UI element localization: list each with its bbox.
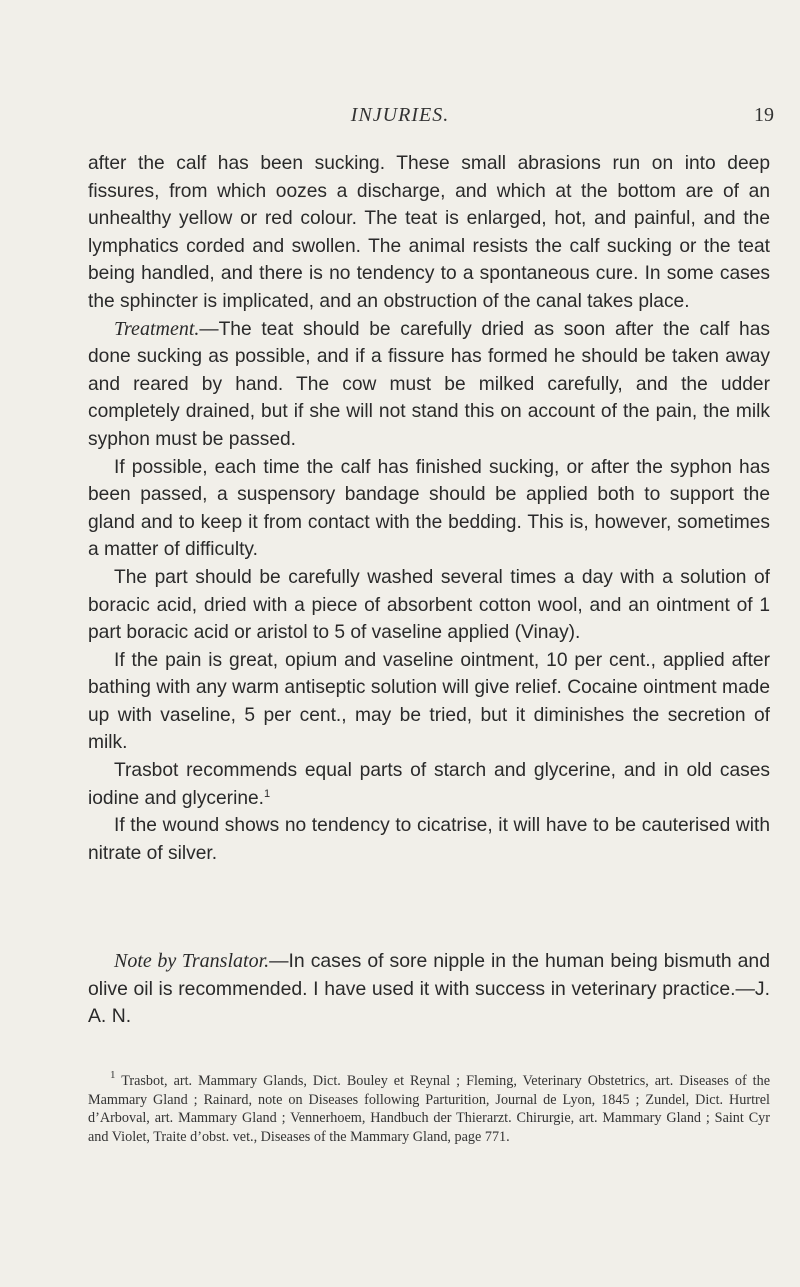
footnote-marker: 1 — [110, 1069, 116, 1081]
translator-note-label: Note by Translator. — [114, 950, 270, 972]
translator-note-text: —In cases of sore nipple in the human being bismuth and olive oil is recommended. I have used it with success in veterinary practice.—J. A. N. — [88, 950, 770, 1028]
main-text — [88, 150, 770, 867]
running-title: INJURIES. — [350, 104, 450, 126]
footnote-text: Trasbot, art. Mammary Glands, Dict. Bouley et Reynal ; Fleming, Veterinary Obstetrics, art. Diseases of the Mammary Gland ; Rainard, note on Diseases following Parturition, Journal de Lyon, 1845 ; Zundel, Dict. Hurtrel d’Arboval, art. Mammary Gland ; Vennerhoem, Handbuch der Thierarzt. Chirurgie, art. Mammary Gland ; Saint Cyr and Violet, Traite d’obst. vet., Diseases of the Mammary Gland, page 771. — [88, 1073, 770, 1145]
translator-note — [88, 948, 770, 1031]
paragraph-pain-relief: If the pain is great, opium and vaseline ointment, 10 per cent., applied after bathing with any warm antiseptic solution will give relief. Cocaine ointment made up with vaseline, 5 per cent., may be tried, but it diminishes the secretion of milk. — [88, 649, 770, 754]
footnote — [88, 1069, 770, 1146]
treatment-heading: Treatment. — [114, 317, 200, 340]
paragraph-trasbot — [88, 757, 770, 812]
paragraph-cauterise: If the wound shows no tendency to cicatrise, it will have to be cauterised with nitrate of silver. — [88, 815, 770, 864]
trasbot-text: Trasbot recommends equal parts of starch and glycerine, and in old cases iodine and glycerine. — [88, 760, 770, 809]
paragraph-bandage: If possible, each time the calf has finished sucking, or after the syphon has been passed, a suspensory bandage should be applied both to support the gland and to keep it from contact with the bedding. This is, however, sometimes a matter of difficulty. — [88, 456, 770, 561]
paragraph-treatment — [88, 316, 770, 454]
treatment-text: —The teat should be carefully dried as soon after the calf has done sucking as possible, and if a fissure has formed he should be taken away and reared by hand. The cow must be milked carefully, and the udder completely drained, but if she will not stand this on account of the pain, the milk syphon must be passed. — [88, 318, 770, 450]
paragraph-washing: The part should be carefully washed several times a day with a solution of boracic acid, dried with a piece of absorbent cotton wool, and an ointment of 1 part boracic acid or aristol to 5 of vaseline applied (Vinay). — [88, 566, 770, 644]
paragraph-abrasions: after the calf has been sucking. These small abrasions run on into deep fissures, from which oozes a discharge, and which at the bottom are of an unhealthy yellow or red colour. The teat is enlarged, hot, and painful, and the lymphatics corded and swollen. The animal resists the calf sucking or the teat being handled, and there is no tendency to a spontaneous cure. In some cases the sphincter is implicated, and an obstruction of the canal takes place. — [88, 153, 770, 312]
footnote-reference: 1 — [264, 787, 271, 800]
page-number: 19 — [754, 104, 774, 126]
